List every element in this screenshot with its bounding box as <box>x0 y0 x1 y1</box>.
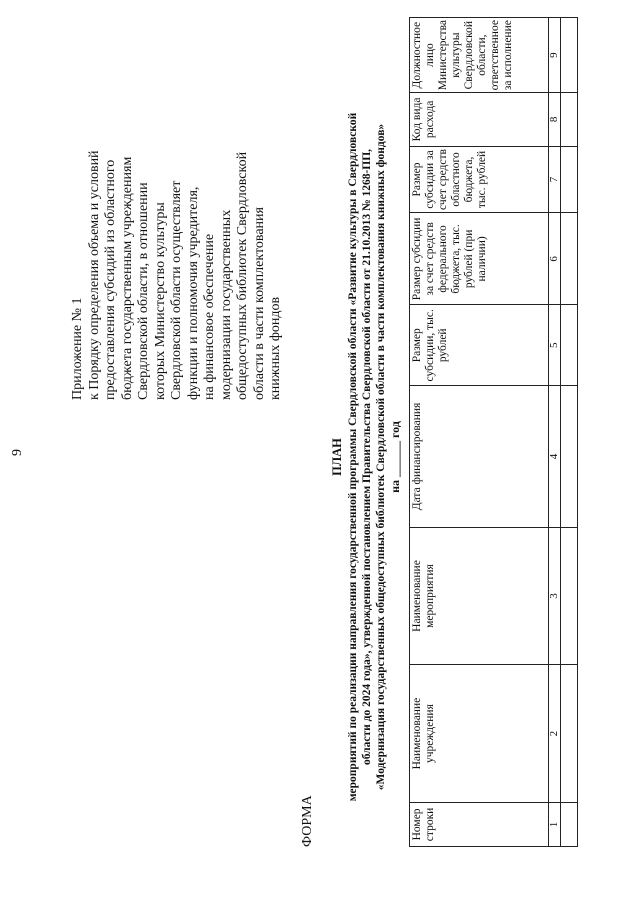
column-header: Дата финансирования <box>410 386 549 528</box>
column-number: 6 <box>549 213 561 305</box>
appendix-line: модернизации государственных <box>218 209 234 400</box>
appendix-line: книжных фондов <box>268 296 283 400</box>
column-number: 9 <box>549 18 561 93</box>
column-header: Номер строки <box>410 802 549 846</box>
appendix-line: Приложение № 1 <box>70 297 85 400</box>
plan-year: на ______ год <box>388 421 402 493</box>
table-cell <box>561 18 578 93</box>
appendix-line: на финансовое обеспечение <box>202 233 217 400</box>
column-number: 8 <box>549 93 561 146</box>
column-number: 4 <box>549 386 561 528</box>
appendix-line: предоставления субсидий из областного <box>103 159 118 400</box>
table-cell <box>561 213 578 305</box>
plan-table <box>409 17 578 847</box>
column-number: 3 <box>549 527 561 665</box>
table-cell <box>561 802 578 846</box>
table-cell <box>561 305 578 386</box>
table-row <box>561 18 578 847</box>
table-cell <box>561 93 578 146</box>
column-number: 7 <box>549 146 561 213</box>
form-label: ФОРМА <box>300 795 315 847</box>
column-header: Наименование учреждения <box>410 665 549 803</box>
appendix-line: к Порядку определения объема и условий <box>86 150 102 400</box>
column-header: Код вида расхода <box>410 93 549 146</box>
appendix-line: функции и полномочия учредителя, <box>185 186 201 400</box>
column-header: Должностное лицо Министерства культуры Свердловской области, ответственное за исполнение <box>410 18 549 93</box>
page-number: 9 <box>10 449 25 456</box>
table-cell <box>561 527 578 665</box>
plan-line: мероприятий по реализации направления государственной программы Свердловской области «Развитие культуры в Свердловской <box>347 112 359 802</box>
appendix-line: Свердловской области осуществляет <box>169 180 184 400</box>
table-cell <box>561 386 578 528</box>
table-cell <box>561 146 578 213</box>
column-header: Размер субсидии за счет средств федерального бюджета, тыс. рублей (при наличии) <box>410 213 549 305</box>
column-number: 5 <box>549 305 561 386</box>
column-header: Размер субсидии, тыс. рублей <box>410 305 549 386</box>
appendix-line: области в части комплектования <box>251 207 267 400</box>
column-number: 2 <box>549 665 561 803</box>
table-number-row <box>549 18 561 847</box>
appendix-line: бюджета государственным учреждениям <box>119 156 135 400</box>
table-cell <box>561 665 578 803</box>
column-header: Наименование мероприятия <box>410 527 549 665</box>
appendix-line: которых Министерство культуры <box>152 202 168 400</box>
plan-line: области до 2024 года», утвержденной постановлением Правительства Свердловской области от 21.10.2013 № 1268-ПП, <box>361 148 373 766</box>
appendix-line: Свердловской области, в отношении <box>136 182 151 400</box>
column-header: Размер субсидии за счет средств областного бюджета, тыс. рублей <box>410 146 549 213</box>
plan-subtitle <box>346 67 402 847</box>
plan-line: «Модернизация государственных общедоступных библиотек Свердловской области в части комплектования книжных фондов» <box>375 123 387 791</box>
table-header-row <box>410 18 549 847</box>
plan-title: ПЛАН <box>330 438 344 476</box>
appendix-line: общедоступных библиотек Свердловской <box>235 151 250 400</box>
column-number: 1 <box>549 802 561 846</box>
appendix-note <box>70 5 285 400</box>
